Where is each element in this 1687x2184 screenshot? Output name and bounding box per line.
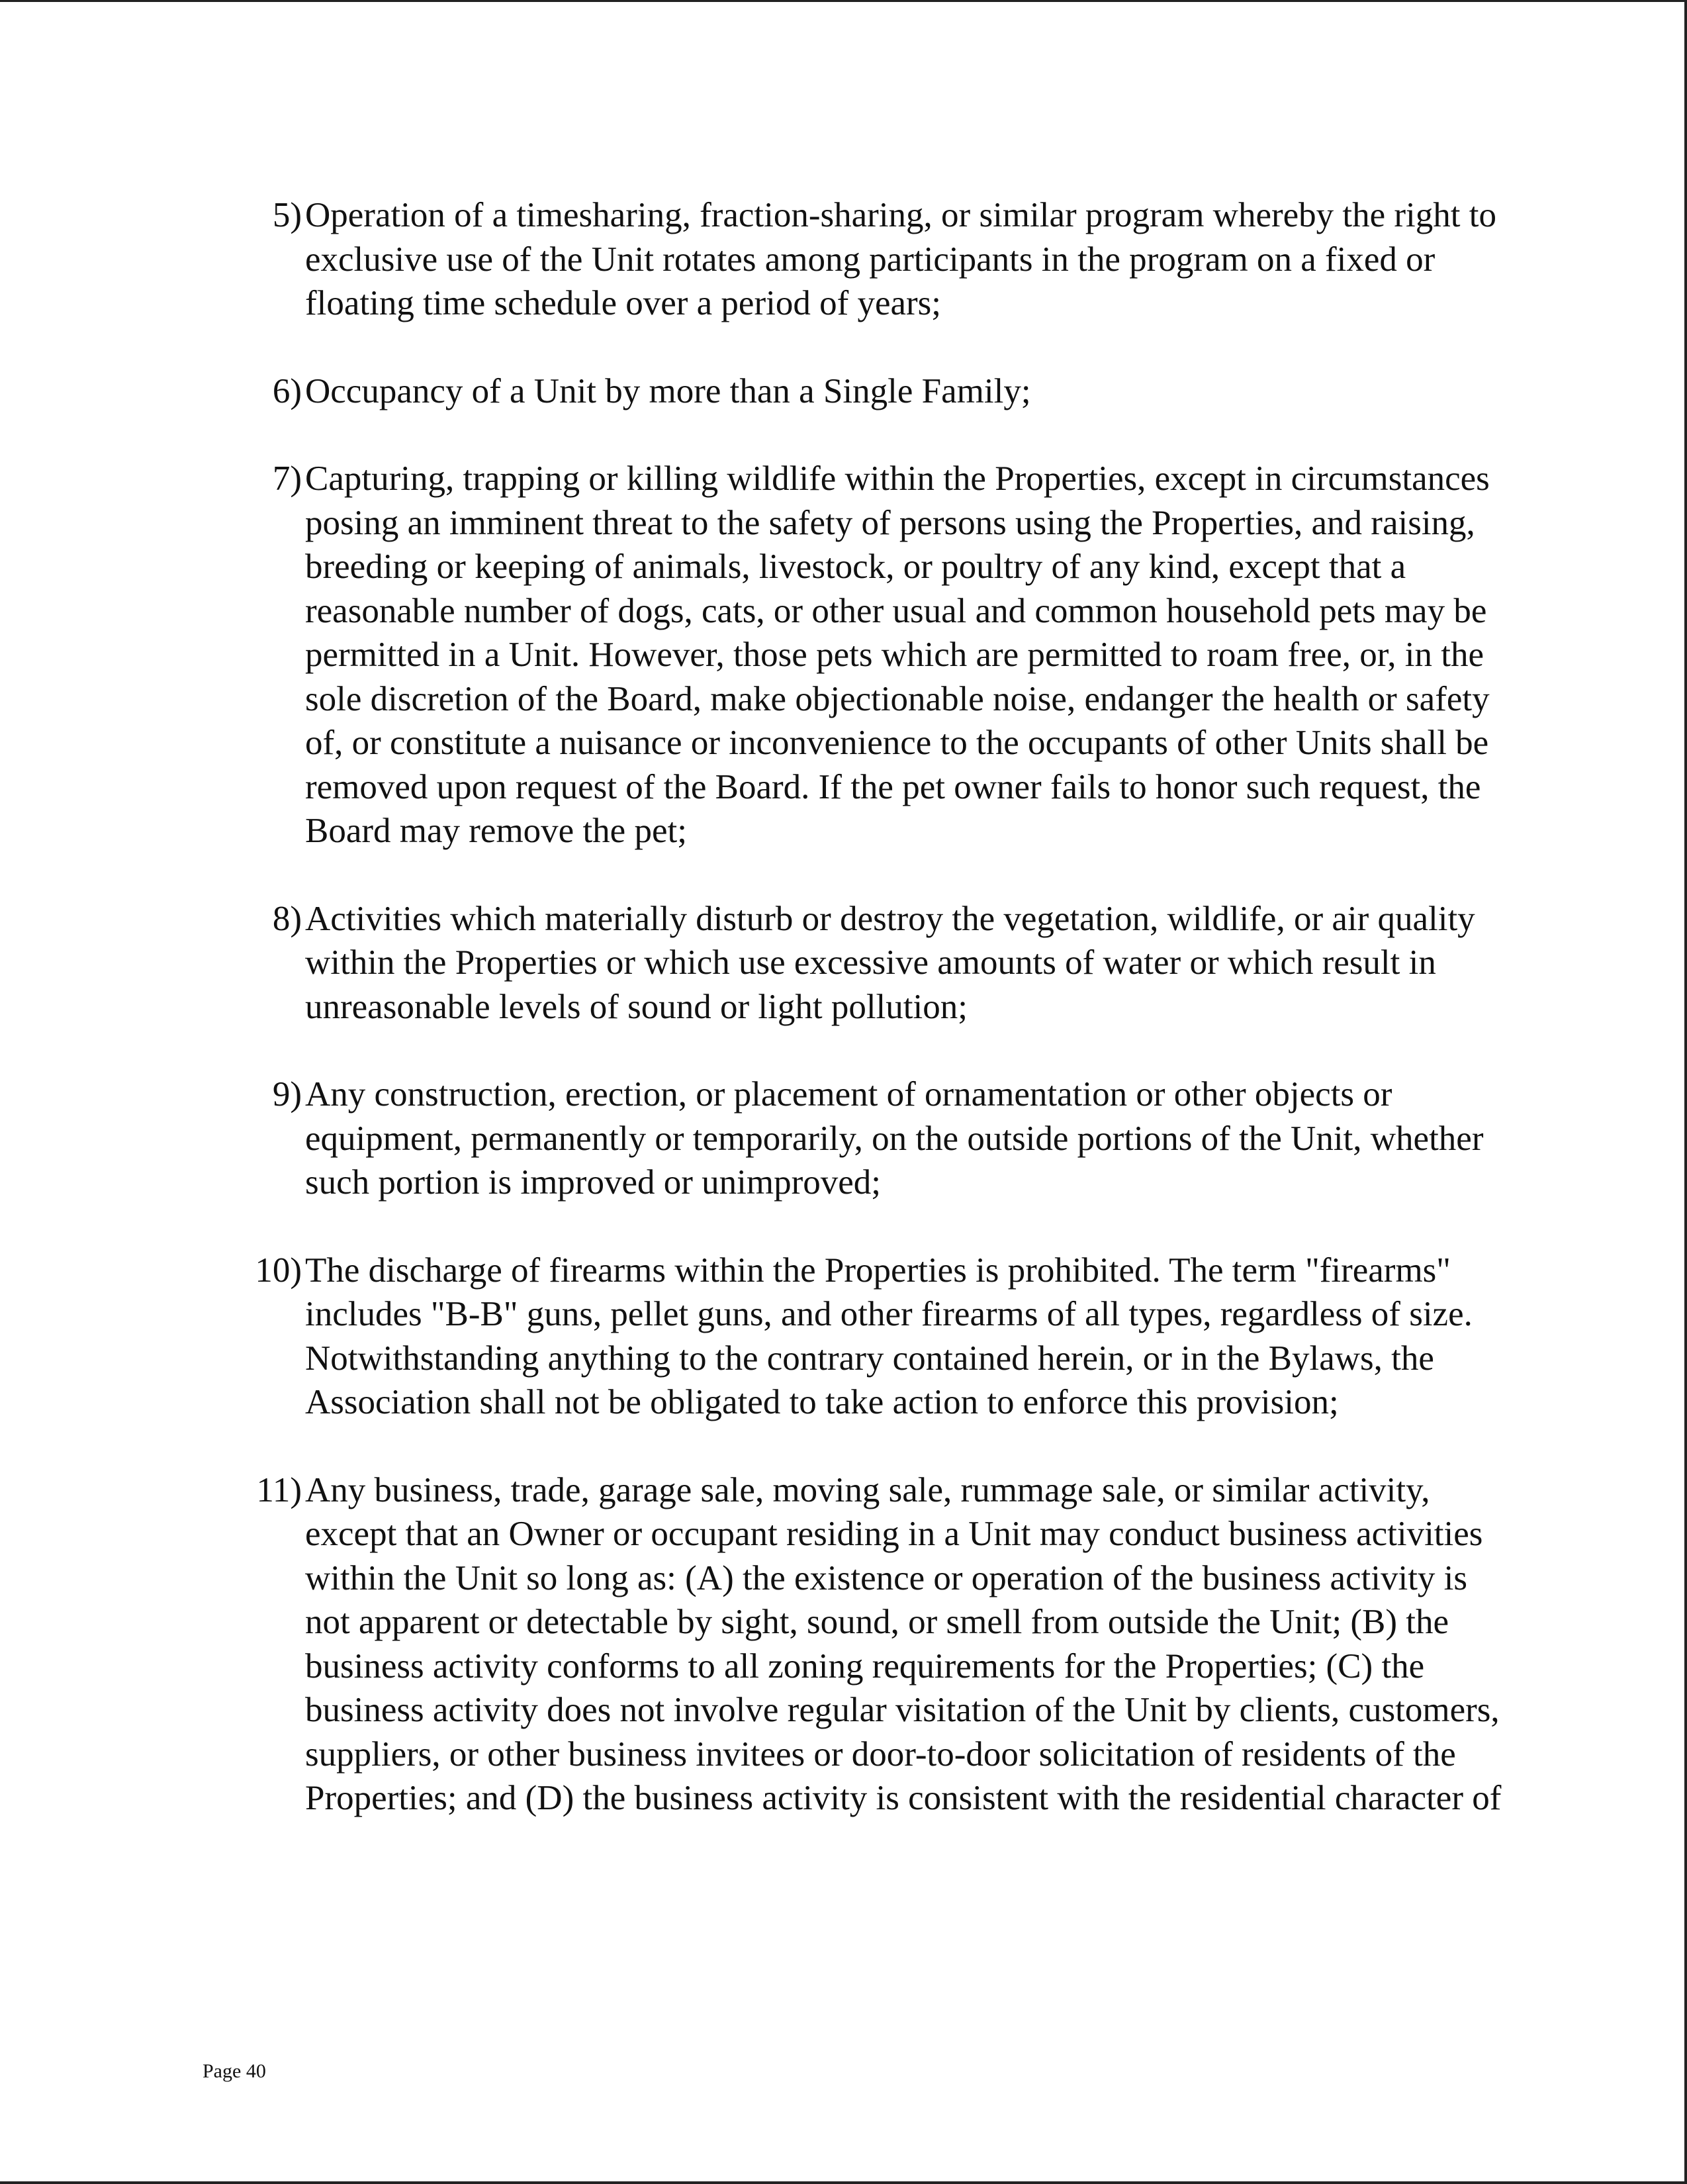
item-text: Operation of a timesharing, fraction-sharing, or similar program whereby the right to exclusive use of the Unit rotates among participants in the program on a fixed or floating time schedule over a period of years; xyxy=(305,196,1496,322)
item-number: 11) xyxy=(256,1470,302,1509)
list-item xyxy=(229,1468,1506,1821)
item-text: Any business, trade, garage sale, moving sale, rummage sale, or similar activity, except that an Owner or occupant residing in a Unit may conduct business activities within the Unit so long as: (A) the existence or operation of the business activity is not apparent or detectable by sight, sound, or smell from outside the Unit; (B) the business activity conforms to all zoning requirements for the Properties; (C) the business activity does not involve regular visitation of the Unit by clients, customers, suppliers, or other business invitees or door-to-door solicitation of residents of the Properties; and (D) the business activity is consistent with the residential character of xyxy=(305,1470,1502,1817)
item-number: 10) xyxy=(255,1251,302,1290)
list-item xyxy=(229,369,1506,414)
list-item xyxy=(229,1072,1506,1205)
list-item xyxy=(229,897,1506,1029)
restrictions-list xyxy=(229,193,1506,1864)
item-text: Any construction, erection, or placement of ornamentation or other objects or equipment, permanently or temporarily, on the outside portions of the Unit, whether such portion is improved or unimproved; xyxy=(305,1075,1484,1202)
item-text: The discharge of firearms within the Properties is prohibited. The term "firearms" includes "B-B" guns, pellet guns, and other firearms of all types, regardless of size. Notwithstanding anything to the contrary contained herein, or in the Bylaws, the Association shall not be obligated to take action to enforce this provision; xyxy=(305,1251,1473,1421)
item-number: 6) xyxy=(272,371,302,410)
item-text: Activities which materially disturb or destroy the vegetation, wildlife, or air quality within the Properties or which use excessive amounts of water or which result in unreasonable levels of sound or light pollution; xyxy=(305,899,1475,1026)
item-text: Capturing, trapping or killing wildlife within the Properties, except in circumstances posing an imminent threat to the safety of persons using the Properties, and raising, breeding or keeping of animals, livestock, or poultry of any kind, except that a reasonable number of dogs, cats, or other usual and common household pets may be permitted in a Unit. However, those pets which are permitted to roam free, or, in the sole discretion of the Board, make objectionable noise, endanger the health or safety of, or constitute a nuisance or inconvenience to the occupants of other Units shall be removed upon request of the Board. If the pet owner fails to honor such request, the Board may remove the pet; xyxy=(305,459,1490,850)
item-text: Occupancy of a Unit by more than a Single Family; xyxy=(305,371,1031,410)
item-number: 9) xyxy=(272,1075,302,1114)
list-item xyxy=(229,193,1506,326)
item-number: 7) xyxy=(272,459,302,498)
list-item xyxy=(229,457,1506,853)
scan-edge-right xyxy=(1684,0,1687,2184)
item-number: 5) xyxy=(272,196,302,234)
scan-edge-bottom xyxy=(0,2181,1687,2184)
list-item xyxy=(229,1249,1506,1425)
page-number: Page 40 xyxy=(203,2060,266,2082)
item-number: 8) xyxy=(272,899,302,938)
scan-edge-top xyxy=(0,0,1687,2)
